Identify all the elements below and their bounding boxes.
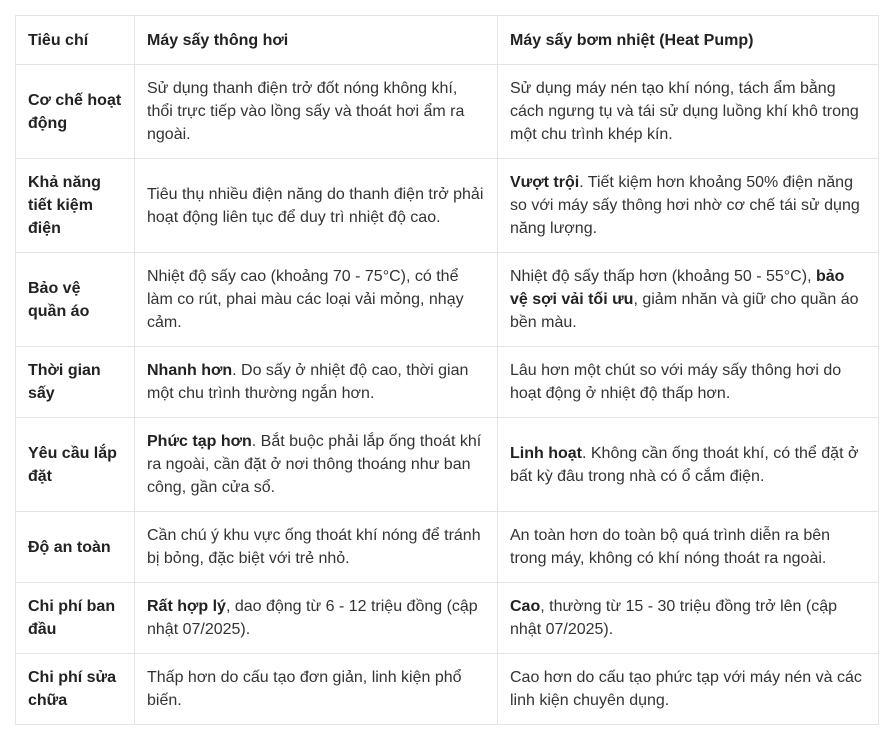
vented-cell (135, 418, 498, 512)
cell-text: , thường từ 15 - 30 triệu đồng trở lên (cập nhật 07/2025). (510, 598, 838, 638)
heatpump-cell (498, 347, 879, 418)
heatpump-cell (498, 654, 879, 725)
cell-text: Sử dụng thanh điện trở đốt nóng không khí, thổi trực tiếp vào lồng sấy và thoát hơi ẩm ra ngoài. (147, 80, 465, 143)
cell-text: Tiêu thụ nhiều điện năng do thanh điện trở phải hoạt động liên tục để duy trì nhiệt độ cao. (147, 185, 484, 226)
table-row (16, 512, 879, 583)
table-row (16, 65, 879, 159)
cell-text: , giảm nhăn và giữ cho quần áo bền màu. (510, 291, 859, 331)
cell-text: Cần chú ý khu vực ống thoát khí nóng để tránh bị bỏng, đặc biệt với trẻ nhỏ. (147, 527, 481, 567)
table-row (16, 347, 879, 418)
criterion-cell: Bảo vệ quần áo (16, 253, 135, 347)
heatpump-cell (498, 512, 879, 583)
criterion-cell: Chi phí sửa chữa (16, 654, 135, 725)
table-row (16, 159, 879, 253)
cell-text: . Do sấy ở nhiệt độ cao, thời gian một chu trình thường ngắn hơn. (147, 362, 469, 402)
table-row (16, 253, 879, 347)
cell-bold-text: bảo vệ sợi vải tối ưu (510, 268, 845, 308)
cell-text: . Không cần ống thoát khí, có thể đặt ở bất kỳ đâu trong nhà có ổ cắm điện. (510, 444, 859, 485)
heatpump-cell (498, 159, 879, 253)
vented-cell (135, 512, 498, 583)
heatpump-cell (498, 418, 879, 512)
table-row (16, 583, 879, 654)
cell-bold-text: Cao (510, 598, 541, 615)
cell-text: Cao hơn do cấu tạo phức tạp với máy nén và các linh kiện chuyên dụng. (510, 669, 862, 709)
criterion-cell: Độ an toàn (16, 512, 135, 583)
cell-bold-text: Phức tạp hơn (147, 433, 252, 450)
vented-cell (135, 253, 498, 347)
vented-cell (135, 65, 498, 159)
cell-bold-text: Vượt trội (510, 174, 580, 191)
cell-text: , dao động từ 6 - 12 triệu đồng (cập nhật 07/2025). (147, 598, 478, 638)
criterion-cell: Cơ chế hoạt động (16, 65, 135, 159)
criterion-cell: Khả năng tiết kiệm điện (16, 159, 135, 253)
header-row (16, 16, 879, 65)
cell-text-pre: Nhiệt độ sấy thấp hơn (khoảng 50 - 55°C), (510, 268, 816, 285)
cell-text: Nhiệt độ sấy cao (khoảng 70 - 75°C), có thể làm co rút, phai màu các loại vải mỏng, nhạy cảm. (147, 268, 464, 331)
header-vented-dryer: Máy sấy thông hơi (135, 16, 498, 65)
comparison-table-wrapper (15, 15, 878, 725)
cell-bold-text: Linh hoạt (510, 444, 582, 462)
heatpump-cell (498, 583, 879, 654)
cell-bold-text: Rất hợp lý (147, 598, 226, 615)
header-criterion: Tiêu chí (16, 16, 135, 65)
cell-text: . Bắt buộc phải lắp ống thoát khí ra ngoài, cần đặt ở nơi thông thoáng như ban công, gần cửa sổ. (147, 433, 482, 496)
criterion-cell: Chi phí ban đầu (16, 583, 135, 654)
vented-cell (135, 159, 498, 253)
criterion-cell: Yêu cầu lắp đặt (16, 418, 135, 512)
heatpump-cell (498, 253, 879, 347)
cell-text: Sử dụng máy nén tạo khí nóng, tách ẩm bằng cách ngưng tụ và tái sử dụng luồng khí khô trong một chu trình khép kín. (510, 80, 859, 143)
table-row (16, 654, 879, 725)
header-heat-pump-dryer: Máy sấy bơm nhiệt (Heat Pump) (498, 16, 879, 65)
vented-cell (135, 583, 498, 654)
comparison-table (15, 15, 879, 725)
vented-cell (135, 654, 498, 725)
cell-bold-text: Nhanh hơn (147, 362, 233, 379)
cell-text: An toàn hơn do toàn bộ quá trình diễn ra bên trong máy, không có khí nóng thoát ra ngoài. (510, 527, 831, 567)
cell-text: Lâu hơn một chút so với máy sấy thông hơi do hoạt động ở nhiệt độ thấp hơn. (510, 362, 842, 402)
cell-text: Thấp hơn do cấu tạo đơn giản, linh kiện phổ biến. (147, 669, 462, 709)
criterion-cell: Thời gian sấy (16, 347, 135, 418)
cell-text: . Tiết kiệm hơn khoảng 50% điện năng so với máy sấy thông hơi nhờ cơ chế tái sử dụng năng lượng. (510, 174, 860, 237)
vented-cell (135, 347, 498, 418)
table-row (16, 418, 879, 512)
heatpump-cell (498, 65, 879, 159)
